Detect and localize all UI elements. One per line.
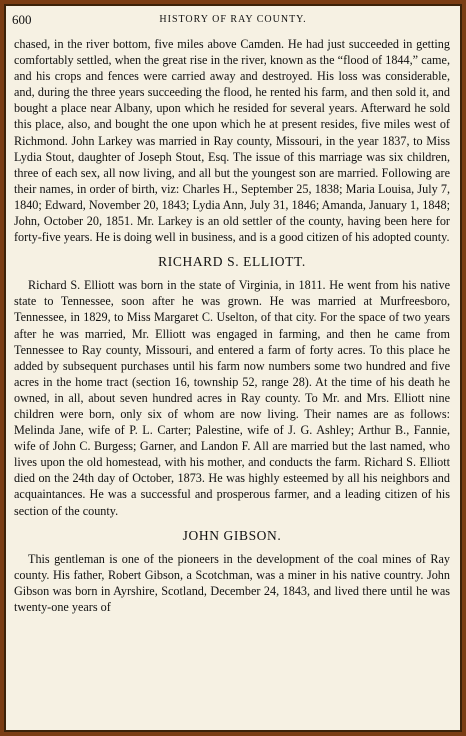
paragraph-gibson-biography: This gentleman is one of the pioneers in the development of the coal mines of Ray county. His father, Robert Gibson, a Scotchman, was a miner in his native country. John Gibson was born in Ayrshire, Scotland, December 24, 1843, and lived there until he was twenty-one years of bbox=[14, 551, 450, 614]
paragraph-larkey-continued: chased, in the river bottom, five miles above Camden. He had just succeeded in getting comfortably settled, when the great rise in the river, known as the “flood of 1844,” came, and his crops and fences were carried away and destroyed. His loss was considerable, and, during the three years succeeding the flood, he rented his farm, and then sold it, and bought a place near Albany, upon which he resided for several years. Afterward he sold this place, also, and bought the one upon which he at present resides, five miles west of Richmond. John Larkey was married in Ray county, Missouri, in the year 1837, to Miss Lydia Stout, daughter of Joseph Stout, Esq. The issue of this marriage was six children, three of each sex, all now living, and all but the youngest son are married. Following are their names, in order of birth, viz: Charles H., September 25, 1838; Maria Louisa, July 7, 1840; Edward, November 20, 1843; Lydia Ann, July 31, 1846; Amanda, January 1, 1848; John, October 20, 1851. Mr. Larkey is an old settler of the county, having been here for forty-five years. He is doing well in business, and is a good citizen of his adopted county. bbox=[14, 37, 450, 245]
page-header bbox=[6, 12, 460, 32]
running-title: HISTORY OF RAY COUNTY. bbox=[159, 14, 307, 25]
page-number: 600 bbox=[12, 12, 32, 27]
page-body bbox=[14, 36, 450, 615]
page-frame bbox=[4, 4, 462, 732]
heading-richard-s-elliott: RICHARD S. ELLIOTT. bbox=[158, 254, 306, 270]
paragraph-elliott-biography: Richard S. Elliott was born in the state of Virginia, in 1811. He went from his native state to Tennessee, soon after he was grown. He was married at Murfreesboro, Tennessee, in 1829, to Miss Margaret C. Uselton, of that city. For the space of two years after he was married, Mr. Elliott was engaged in farming, and then he came from Tennessee to Ray county, Missouri, and entered a farm of forty acres. To this place he added by subsequent purchases until his farm now numbers some two hundred and five acres in the home tract (section 16, township 52, range 28). At the time of his death he owned, in all, about seven hundred acres in Ray county. To Mr. and Mrs. Elliott nine children were born, only six of whom are now living. Their names are as follows: Melinda Jane, wife of P. L. Carter; Palestine, wife of J. G. Ashley; Arthur B., Fannie, wife of John C. Burgess; Garner, and Landon F. All are married but the last named, who lives upon the old homestead, with his mother, and conducts the farm. Richard S. Elliott died on the 24th day of October, 1873. He was highly esteemed by all his neighbors and acquaintances. He was a successful and prosperous farmer, and a leading citizen of his section of the county. bbox=[14, 278, 450, 518]
heading-john-gibson: JOHN GIBSON. bbox=[182, 527, 282, 543]
